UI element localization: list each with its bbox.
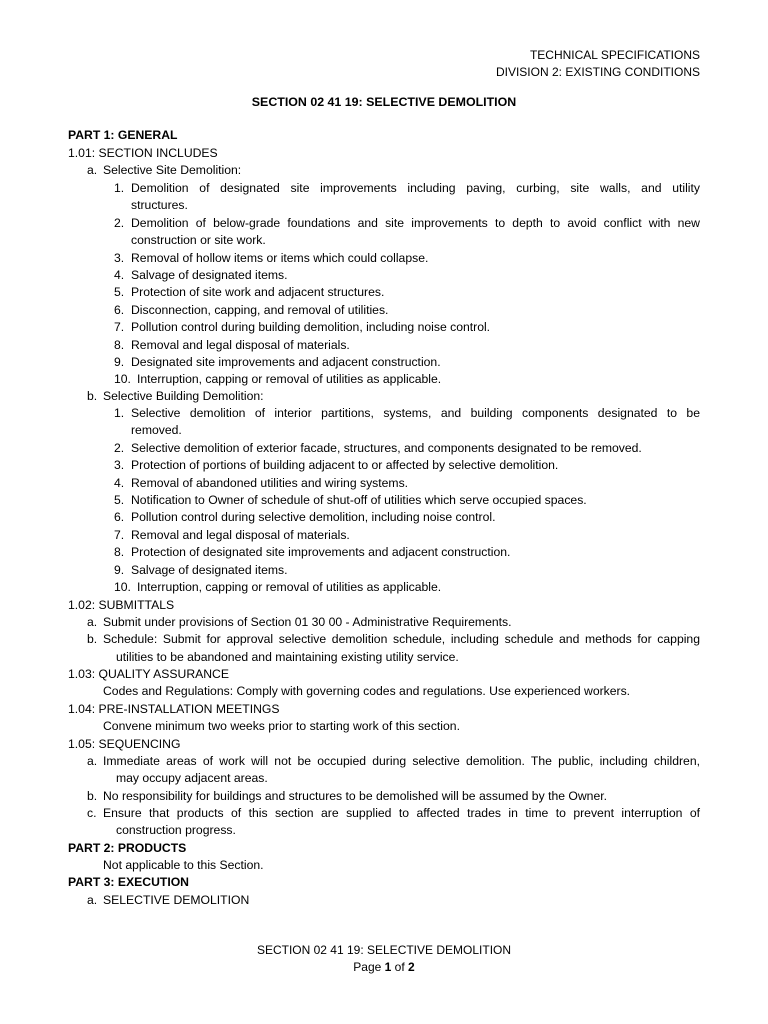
list-item-text: Selective demolition of interior partitions, systems, and building components designated to be — [131, 406, 700, 420]
list-item-text: Disconnection, capping, and removal of utilities. — [131, 302, 389, 317]
list-item-number: 9. — [114, 562, 125, 577]
s102-b-line-1: Schedule: Submit for approval selective demolition schedule, including schedule and methods for capping — [103, 632, 700, 646]
page-prefix: Page — [353, 960, 385, 974]
s105-c-line-1: Ensure that products of this section are supplied to affected trades in time to prevent interruption of — [103, 806, 700, 820]
s101-heading: 1.01: SECTION INCLUDES — [68, 146, 218, 160]
list-item-number: 5. — [114, 493, 125, 507]
list-item-number: 8. — [114, 337, 125, 352]
s105-b-text: No responsibility for buildings and structures to be demolished will be assumed by the Owner. — [103, 789, 608, 803]
list-item-number: 6. — [114, 302, 125, 317]
list-item-number: 8. — [114, 545, 125, 560]
list-item-number: 3. — [114, 250, 125, 265]
list-item-text: Selective demolition of exterior facade, structures, and components designated to be removed. — [131, 440, 642, 455]
list-item-text-continued: structures. — [131, 198, 188, 213]
list-item-number: 4. — [114, 475, 125, 490]
list-item-number: 3. — [114, 458, 125, 473]
s102-a-text: Submit under provisions of Section 01 30 00 - Administrative Requirements. — [103, 615, 512, 629]
s105-a-label: a. — [87, 754, 98, 768]
list-item-number: 1. — [114, 406, 125, 420]
list-item-text: Demolition of below-grade foundations and site improvements to depth to avoid conflict with new — [131, 215, 700, 230]
list-item-text: Interruption, capping or removal of utilities as applicable. — [137, 580, 442, 594]
list-item-text: Demolition of designated site improvements including paving, curbing, site walls, and utility — [131, 181, 700, 195]
list-item-text: Removal and legal disposal of materials. — [131, 337, 350, 352]
s102-b-line-2: utilities to be abandoned and maintaining existing utility service. — [116, 650, 459, 664]
total-pages: 2 — [408, 960, 415, 974]
part3-a-text: SELECTIVE DEMOLITION — [103, 893, 250, 907]
list-item-number: 10. — [114, 580, 131, 594]
list-item-number: 2. — [114, 215, 125, 230]
s105-c-label: c. — [87, 806, 97, 820]
s102-a-label: a. — [87, 615, 98, 629]
s103-text: Codes and Regulations: Comply with governing codes and regulations. Use experienced workers. — [103, 684, 631, 698]
s105-a-line-1: Immediate areas of work will not be occupied during selective demolition. The public, including children, — [103, 754, 700, 768]
s104-text: Convene minimum two weeks prior to starting work of this section. — [103, 719, 460, 733]
list-item-text: Designated site improvements and adjacent construction. — [131, 355, 441, 369]
s102-heading: 1.02: SUBMITTALS — [68, 598, 175, 612]
list-item-number: 6. — [114, 510, 125, 525]
list-item-text: Removal of hollow items or items which could collapse. — [131, 250, 429, 265]
page-number — [0, 960, 768, 974]
s103-heading: 1.03: QUALITY ASSURANCE — [68, 667, 229, 681]
header-line-2: DIVISION 2: EXISTING CONDITIONS — [495, 65, 700, 79]
list-item-text: Notification to Owner of schedule of shut-off of utilities which serve occupied spaces. — [131, 493, 587, 507]
list-item-number: 7. — [114, 320, 125, 335]
list-item-text: Protection of site work and adjacent structures. — [131, 285, 385, 300]
list-item-text: Salvage of designated items. — [131, 562, 288, 577]
list-item-text: Salvage of designated items. — [131, 268, 288, 282]
s101-a-text: Selective Site Demolition: — [103, 163, 242, 177]
part3-heading: PART 3: EXECUTION — [68, 875, 189, 889]
s105-heading: 1.05: SEQUENCING — [68, 737, 181, 751]
list-item-text-continued: construction or site work. — [131, 233, 266, 248]
list-item-text: Pollution control during selective demolition, including noise control. — [131, 510, 496, 525]
part2-heading: PART 2: PRODUCTS — [68, 841, 187, 855]
list-item-text: Removal and legal disposal of materials. — [131, 527, 350, 542]
list-item-number: 10. — [114, 372, 131, 387]
list-item-text: Protection of designated site improvements and adjacent construction. — [131, 545, 511, 560]
s105-c-line-2: construction progress. — [116, 823, 236, 837]
list-item-number: 7. — [114, 527, 125, 542]
s104-heading: 1.04: PRE-INSTALLATION MEETINGS — [68, 702, 280, 716]
s105-b-label: b. — [87, 789, 98, 803]
footer-section-title: SECTION 02 41 19: SELECTIVE DEMOLITION — [256, 943, 512, 957]
current-page: 1 — [384, 960, 392, 974]
page-mid: of — [391, 960, 409, 974]
section-title: SECTION 02 41 19: SELECTIVE DEMOLITION — [251, 95, 517, 109]
header-line-1: TECHNICAL SPECIFICATIONS — [529, 48, 700, 62]
list-item-text: Pollution control during building demolition, including noise control. — [131, 320, 491, 335]
list-item-text-continued: removed. — [131, 423, 182, 438]
list-item-number: 4. — [114, 268, 125, 282]
part1-heading: PART 1: GENERAL — [68, 128, 178, 142]
part2-text: Not applicable to this Section. — [103, 858, 264, 872]
list-item-text: Interruption, capping or removal of utilities as applicable. — [137, 372, 442, 387]
list-item-number: 1. — [114, 181, 125, 195]
s101-a-label: a. — [87, 163, 98, 177]
list-item-number: 5. — [114, 285, 125, 300]
list-item-text: Protection of portions of building adjacent to or affected by selective demolition. — [131, 458, 559, 473]
s102-b-label: b. — [87, 632, 98, 646]
list-item-number: 9. — [114, 355, 125, 369]
s101-b-label: b. — [87, 389, 98, 403]
list-item-number: 2. — [114, 440, 125, 455]
part3-a-label: a. — [87, 893, 98, 907]
list-item-text: Removal of abandoned utilities and wiring systems. — [131, 475, 409, 490]
s101-b-text: Selective Building Demolition: — [103, 389, 264, 403]
s105-a-line-2: may occupy adjacent areas. — [116, 771, 268, 785]
